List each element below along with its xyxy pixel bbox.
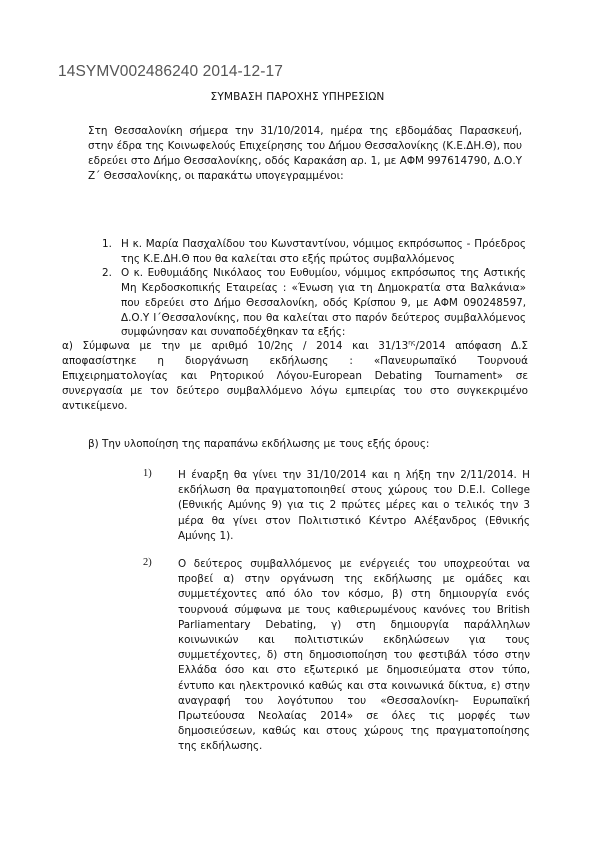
paragraph-b: β) Την υλοποίηση της παραπάνω εκδήλωσης με τους εξής όρους: [88, 438, 430, 450]
document-id-stamp: 14SYMV002486240 2014-12-17 [58, 63, 283, 80]
party-text: Ο κ. Ευθυμιάδης Νικόλαος του Ευθυμίου, νόμιμος εκπρόσωπος της Αστικής Μη Κερδοσκοπικής Εταιρείας : «Ένωση για τη Δημοκρατία στα Βαλκάνια» που εδρεύει στο Δήμο Θεσσαλονίκη, οδός Κρίσπου 9, με ΑΦΜ 090248597, Δ.Ο.Υ Ι΄Θεσσαλονίκης, που θα καλείται στο παρόν δεύτερος συμβαλλόμενος συμφώνησαν και συναποδέχθηκαν τα εξής: [121, 267, 526, 339]
term-number: 1) [143, 468, 152, 479]
party-item [102, 266, 526, 340]
document-title: ΣΥΜΒΑΣΗ ΠΑΡΟΧΗΣ ΥΠΗΡΕΣΙΩΝ [210, 91, 385, 103]
paragraph-a-text: α) Σύμφωνα με την με αριθμό 10/2ης / 2014 και 31/13 [62, 340, 409, 352]
party-text: Η κ. Μαρία Πασχαλίδου του Κωνσταντίνου, νόμιμος εκπρόσωπος - Πρόεδρος της Κ.Ε.ΔΗ.Θ που θα καλείται στο εξής πρώτος συμβαλλόμενος [121, 238, 526, 265]
term-text: Η έναρξη θα γίνει την 31/10/2014 και η λήξη την 2/11/2014. Η εκδήλωση θα πραγματοποιηθεί στους χώρους του D.E.I. College (Εθνικής Αμύνης 9) για τις 2 πρώτες μέρες και ο τελικός την 3 μέρα θα γίνει στον Πολιτιστικό Κέντρο Αλέξανδρος (Εθνικής Αμύνης 1). [178, 469, 530, 542]
party-item [102, 237, 526, 266]
parties-list [102, 237, 526, 340]
term-text: Ο δεύτερος συμβαλλόμενος με ενέργειές του υποχρεούται να προβεί α) στην οργάνωση της εκδήλωσης με ομάδες και συμμετέχοντες από όλο τον κόσμο, β) στη δημιουργία ενός τουρνουά σύμφωνα με τους καθιερωμένους κανόνες του British Parliamentary Debating, γ) στη δημιουργία παράλληλων κοινωνικών και πολιτιστικών εκδηλώσεων για τους συμμετέχοντες, δ) στη δημοσιοποίηση του φεστιβάλ τόσο στην Ελλάδα όσο και στο εξωτερικό με δημοσιεύματα στον τύπο, έντυπο και ηλεκτρονικό καθώς και στα κοινωνικά δίκτυα, ε) στην αναγραφή του λογότυπου του «Θεσσαλονίκη- Ευρωπαϊκή Πρωτεύουσα Νεολαίας 2014» σε όλες τις μορφές των δημοσιεύσεων, καθώς και στους χώρους της πραγματοποίησης της εκδήλωσης. [178, 558, 530, 753]
term-number: 2) [143, 557, 152, 568]
list-number: 1. [102, 238, 112, 250]
list-number: 2. [102, 267, 112, 280]
superscript-text: ης [408, 339, 416, 347]
paragraph-a-text-cont: /2014 απόφαση Δ.Σ αποφασίστηκε η διοργάνωση εκδήλωσης : «Πανευρωπαϊκό Τουρνουά Επιχειρηματολογίας και Ρητορικού Λόγου-European Debating Tournament» σε συνεργασία με τον δεύτερο συμβαλλόμενο λόγω εμπειρίας του στο συγκεκριμένο αντικείμενο. [62, 340, 528, 412]
paragraph-a [62, 339, 528, 414]
intro-paragraph: Στη Θεσσαλονίκη σήμερα την 31/10/2014, ημέρα της εβδομάδας Παρασκευή, στην έδρα της Κοινωφελούς Επιχείρησης του Δήμου Θεσσαλονίκης (Κ.Ε.ΔΗ.Θ), που εδρεύει στο Δήμο Θεσσαλονίκης, οδός Καρακάση αρ. 1, με ΑΦΜ 997614790, Δ.Ο.Υ Ζ΄ Θεσσαλονίκης, οι παρακάτω υπογεγραμμένοι: [88, 125, 522, 182]
